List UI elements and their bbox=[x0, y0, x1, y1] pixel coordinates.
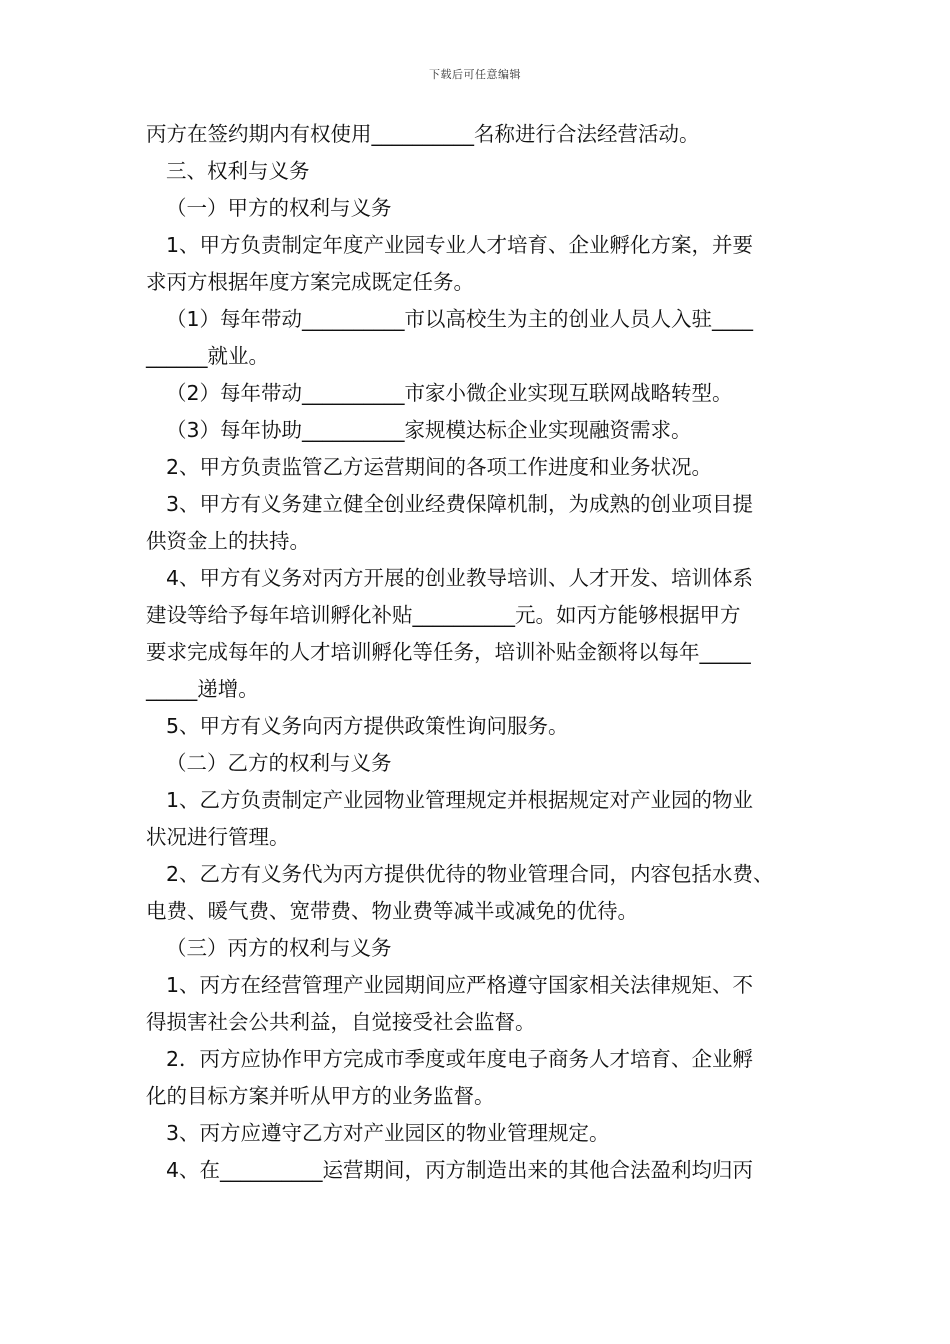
text-line: （1）每年带动__________市以高校生为主的创业人员人入驻____ bbox=[166, 307, 754, 331]
text-line: 要求完成每年的人才培训孵化等任务，培训补贴金额将以每年_____ bbox=[146, 640, 751, 664]
text-line: 3、丙方应遵守乙方对产业园区的物业管理规定。 bbox=[166, 1121, 610, 1145]
text-line: 5、甲方有义务向丙方提供政策性询问服务。 bbox=[166, 714, 569, 738]
text-line: 2．丙方应协作甲方完成市季度或年度电子商务人才培育、企业孵 bbox=[166, 1047, 754, 1071]
text-line: （2）每年带动__________市家小微企业实现互联网战略转型。 bbox=[166, 381, 733, 405]
text-line: 2、甲方负责监管乙方运营期间的各项工作进度和业务状况。 bbox=[166, 455, 713, 479]
text-line: 1、乙方负责制定产业园物业管理规定并根据规定对产业园的物业 bbox=[166, 788, 754, 812]
text-line: 求丙方根据年度方案完成既定任务。 bbox=[146, 270, 474, 294]
subsection-heading: （三）丙方的权利与义务 bbox=[166, 936, 392, 960]
text-line: 1、甲方负责制定年度产业园专业人才培育、企业孵化方案，并要 bbox=[166, 233, 754, 257]
text-line: _____递增。 bbox=[146, 677, 259, 701]
text-line: 化的目标方案并听从甲方的业务监督。 bbox=[146, 1084, 495, 1108]
text-line: 电费、暖气费、宽带费、物业费等减半或减免的优待。 bbox=[146, 899, 638, 923]
text-line: 建设等给予每年培训孵化补贴__________元。如丙方能够根据甲方 bbox=[146, 603, 741, 627]
text-line: 1、丙方在经营管理产业园期间应严格遵守国家相关法律规矩、不 bbox=[166, 973, 754, 997]
section-heading: 三、权利与义务 bbox=[166, 159, 310, 183]
text-line: 3、甲方有义务建立健全创业经费保障机制，为成熟的创业项目提 bbox=[166, 492, 754, 516]
subsection-heading: （二）乙方的权利与义务 bbox=[166, 751, 392, 775]
text-line: 4、在__________运营期间，丙方制造出来的其他合法盈利均归丙 bbox=[166, 1158, 754, 1182]
page-header: 下载后可任意编辑 bbox=[429, 68, 521, 81]
text-line: ______就业。 bbox=[146, 344, 269, 368]
text-line: 状况进行管理。 bbox=[146, 825, 290, 849]
document-body bbox=[146, 116, 816, 1189]
text-line: 丙方在签约期内有权使用__________名称进行合法经营活动。 bbox=[146, 122, 700, 146]
text-line: 4、甲方有义务对丙方开展的创业教导培训、人才开发、培训体系 bbox=[166, 566, 754, 590]
text-line: 得损害社会公共利益，自觉接受社会监督。 bbox=[146, 1010, 536, 1034]
subsection-heading: （一）甲方的权利与义务 bbox=[166, 196, 392, 220]
text-line: 供资金上的扶持。 bbox=[146, 529, 310, 553]
text-line: 2、乙方有义务代为丙方提供优待的物业管理合同，内容包括水费、 bbox=[166, 862, 774, 886]
text-line: （3）每年协助__________家规模达标企业实现融资需求。 bbox=[166, 418, 692, 442]
